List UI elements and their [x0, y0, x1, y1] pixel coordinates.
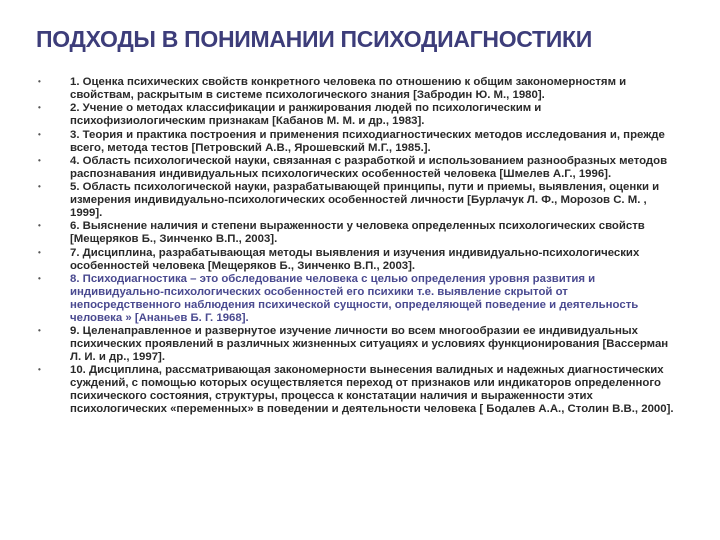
list-item-text: 7. Дисциплина, разрабатывающая методы выявления и изучения индивидуально-психологических особенностей человека [Мещеряков Б., Зинченко В.П., 2003].	[70, 246, 640, 272]
list-item-text: 1. Оценка психических свойств конкретного человека по отношению к общим закономерностям и свойствам, раскрытым в системе психологического знания [Забродин Ю. М., 1980].	[70, 76, 627, 101]
bullet-icon: •	[38, 326, 41, 336]
bullet-icon: •	[38, 155, 41, 165]
list-item-text: 6. Выяснение наличия и степени выраженности у человека определенных психологических свойств [Мещеряков Б., Зинченко В.П., 2003].	[70, 220, 645, 246]
list-item	[38, 181, 678, 220]
list-item	[38, 247, 678, 273]
list-item-text: 5. Область психологической науки, разрабатывающей принципы, пути и приемы, выявления, оценки и измерения индивидуально-психологических особенностей личности [Бурлачук Л. Ф., Морозов С. М. , 1999].	[70, 181, 660, 220]
list-item	[38, 273, 678, 325]
bullet-icon: •	[38, 247, 41, 257]
list-item	[38, 129, 678, 155]
bullet-icon: •	[38, 221, 41, 231]
list-item-text: 8. Психодиагностика – это обследование человека с целью определения уровня развития и индивидуально-психологических особенностей его психики т.е. выявление скрытой от непосредственного наблюдения психической сущности, определяющей поведение и деятельность человека » [Ананьев Б. Г. 1968].	[70, 273, 639, 324]
bullet-icon: •	[38, 365, 41, 375]
bullet-icon: •	[38, 182, 41, 192]
list-item-text: 10. Дисциплина, рассматривающая закономерности вынесения валидных и надежных диагностических суждений, с помощью которых осуществляется переход от признаков или индикаторов определенного психического состояния, структуры, процесса к констатации наличия и выраженности этих психологических «переменных» в поведении и деятельности человека [ Бодалев А.А., Столин В.В., 2000].	[70, 364, 674, 416]
bullet-icon: •	[38, 274, 41, 284]
list-item-text: 3. Теория и практика построения и применения психодиагностических методов исследования и, прежде всего, метода тестов [Петровский А.В., Ярошевский М.Г., 1985.].	[70, 128, 665, 154]
bullet-icon: •	[38, 103, 41, 113]
bullet-icon: •	[38, 77, 41, 86]
list-item	[38, 364, 678, 416]
slide-title: ПОДХОДЫ В ПОНИМАНИИ ПСИХОДИАГНОСТИКИ	[36, 26, 592, 52]
list-item-text: 9. Целенаправленное и развернутое изучение личности во всем многообразии ее индивидуальных психических проявлений в различных жизненных ситуациях и условиях функционирования [Вассерман Л. И. и др., 1997].	[70, 325, 669, 364]
list-item	[38, 102, 678, 128]
list-item	[38, 220, 678, 246]
list-item-text: 2. Учение о методах классификации и ранжирования людей по психологическим и психофизиологическим признакам [Кабанов М. М. и др., 1983].	[70, 102, 542, 128]
approaches-list	[38, 76, 678, 417]
bullet-icon: •	[38, 129, 41, 139]
list-item	[38, 76, 678, 102]
list-item-text: 4. Область психологической науки, связанная с разработкой и использованием разнообразных методов распознавания индивидуальных психологических особенностей человека [Шмелев А.Г., 1996].	[70, 154, 668, 180]
list-item	[38, 325, 678, 364]
list-item	[38, 155, 678, 181]
